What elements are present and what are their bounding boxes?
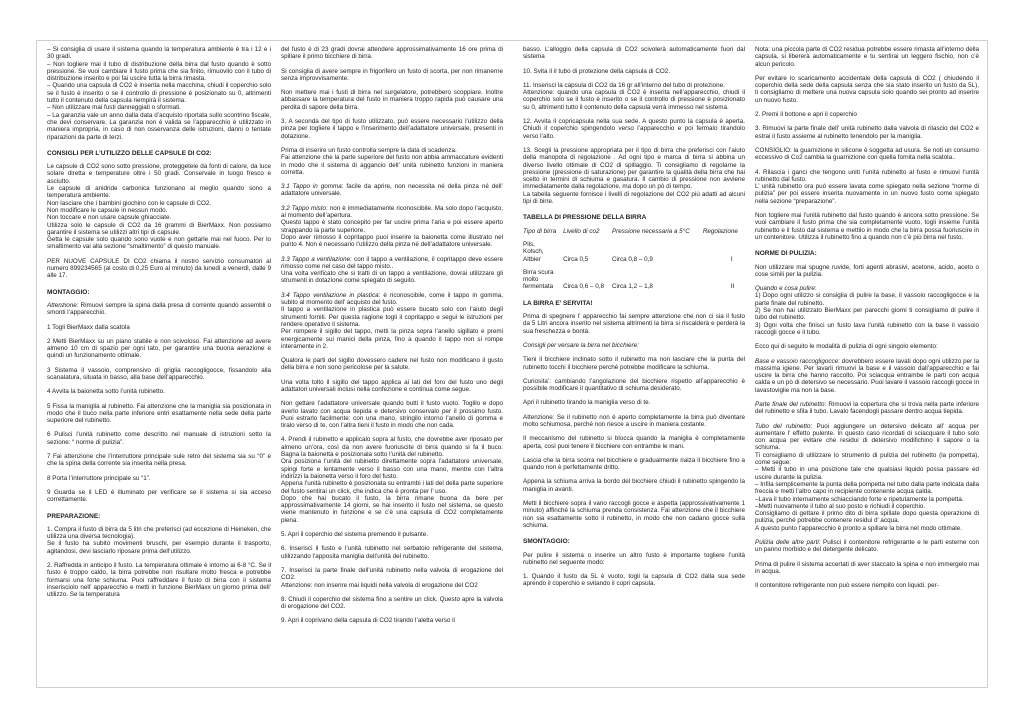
universal-adapter-keep: Non gettare l’adattatore universale quando butti il fusto vuoto. Toglilo e dopo averlo lavato con acqua tiepida e detersivo conservalo per il prossimo fusto. Puoi estrarlo facilmente: con una mano, stringilo intorno l’anello di gomma e tiralo verso di te, con l’altra tieni il fusto in modo che non cada. <box>281 400 503 430</box>
text-column-2 <box>281 46 503 686</box>
cleaning-when <box>755 285 979 336</box>
tap-removal-warning: Non togliere mai l’unità rubinetto dal fusto quando è ancora sotto pressione. Se vuoi cambiare il fusto prima che sia completamente vuoto, togli insieme l’unità rubinetto e il fusto dal sistema e mettilo in modo che la birra possa fuoriuscire in un contenitore. Utilizza il rubinetto fino a quando non c’è più birra nel fusto. <box>755 212 979 241</box>
table-header-cell: Livello di co2 <box>563 227 600 235</box>
cleaning-base-tray-text: : dovrebbero essere lavati dopo ogni utilizzo per la massima igiene. Per lavarli rimuovi la base e il vassoio dall’apparecchio e fai uscire la birra che hanno raccolto. Poi sciacqua entrambe le parti con acqua calda e un pò di detersivo se necessario. Puoi lavare il vassoio raccogli gocce in lavastoviglie ma non la base. <box>755 357 979 394</box>
preparation-wait-note: del fusto è di 23 gradi dovrai attendere approssimativamente 16 ore prima di spillare il primo bicchiere di birra. <box>281 46 503 61</box>
cleaning-base-tray-label: Base e vassoio raccogligocce <box>755 357 839 365</box>
rubber-cap <box>281 183 503 198</box>
table-header-cell: Pressione necessaria a 5°C <box>611 227 690 235</box>
preparation-step-3: 3. A seconda del tipo di fusto utilizzato, può essere necessario l’utilizzo della pinza per togliere il tappo e l’inserimento dell’adattatore universale, presenti in dotazione. <box>281 118 503 140</box>
vent-cap-label: 3.3 Tappo a ventilazione <box>281 255 351 263</box>
pouring-tips-title: Consigli per versare la birra nel bicchiere: <box>523 341 639 349</box>
accidental-discharge-note: Per evitare lo scaricamento accidentale della capsula di CO2 ( chiudendo il coperchio della sede della capsula senza che sia stato inserito un fusto da 5L), ti consigliamo di mettere una nuova capsula solo quando sei pronto ad inserire un nuovo fusto. <box>755 74 979 104</box>
preparation-step-2: 2. Raffredda in anticipo il fusto. La temperatura ottimale è intorno ai 6-8 °C. Se il fusto è troppo caldo, la birra potrebbe non risultare molto fresca e potrebbe formarsi una forte schiuma. Puoi raffreddare il fusto di birra con il sistema inserisciolo nell’ apparecchio e metti in funzione BierMaxx un giorno prima dell’ utilizzo. Se la temperatura <box>47 562 271 599</box>
cleaning-other-parts-label: Pulizia delle altre parti <box>755 539 819 547</box>
preparation-step-11: 11. Inserisci la capsula di CO2 da 16 gr all’interno del tubo di protezione. Attenzione: quando una capsula di CO2 è inserita nell’apparecchio, chiudi il coperchio solo se il fusto è inserito o se il controllo di pressione è posizionato su 0, altrimenti tutto il contenuto della capsula verrà immesso nel sistema. <box>523 81 745 111</box>
assembly-step-4: 4 Avvita la baionetta sotto l’unità rubinetto. <box>47 388 165 396</box>
rubber-cap-text: : facile da aprire, non necessita né della pinza né dell’ adattatore universale. <box>281 183 503 198</box>
mixed-cap <box>281 205 503 249</box>
assembly-step-3: 3 Sistema il vassoio, comprensivo di griglia raccogligocce, fissandolo alla scanalatura, situata in basso, alla base dell’apparecchio. <box>47 366 271 381</box>
spare-keg-note: Si consiglia di avere sempre in frigorifero un fusto di scorta, per non rimanerne senza improvvisamente. <box>281 67 503 82</box>
pressure-table-header <box>523 228 745 235</box>
universal-adapter-apply: Una volta tolto il sigillo del tappo applica ai lati del foro del fusto uno degli adattatori universali inclusi nella confezione e continua come segue. <box>281 378 503 393</box>
plastic-vent-cap-text: : è riconoscibile, come il tappo in gomma, subito al momento dell’ acquisto del fusto. Il tappo a ventilazione in plastica può essere bucato solo con l’aiuto degli strumenti forniti. Per questa ragione togli il copritappo e segui le istruzioni per rendere operativo il sistema. Per rompere il sigillo del tappo, metti la pinza sopra l’anello sigillato e premi energicamente sui manici della pinza, fino a quando il tappo non si rompe interamente in 2. <box>281 291 503 350</box>
disassembly-heading: SMONTAGGIO: <box>523 538 570 546</box>
vent-cap-text: : con il tappo a ventilazione, il copritappo deve essere rimosso come nel caso del tappo misto.. Una volta verificato che si tratti di un tappo a ventilazione, dovrai utilizzare gli strumenti in dotazione come spiegato di seguito. <box>281 255 503 285</box>
cleaning-tap-end-label: Parte finale del rubinetto <box>755 400 825 408</box>
gasket-tip: CONSIGLIO: la guarnizione in silicone è soggetta ad usura. Se noti un consumo eccessivo di Co2 cambia la guarnizione con quella fornita nella scatola.. <box>755 146 979 162</box>
disassembly-step-4: 4. Rilascia i ganci che tengono uniti l’unità rubinetto al fusto e rimuovi l’unità rubinetto dal fusto. L’ unità rubinetto ora può essere lavata come spiegato nella sezione “norme di pulizia” per poi essere inserita nuovamente in un nuovo fusto come spiegato nella sezione “preparazione”. <box>755 168 979 205</box>
table-cell: II <box>730 283 735 291</box>
cleaning-unplug-warning: Prima di pulire il sistema accertati di aver staccato la spina e non immergelo mai in acqua. <box>755 560 979 575</box>
seal-fragments-note: Qualora le parti del sigillo dovessero cadere nel fusto non modificano il gusto della birra e non sono pericolose per la salute. <box>281 357 503 372</box>
text-column-4 <box>755 46 979 686</box>
assembly-warning-label: Attenzione <box>47 301 77 309</box>
cooling-container-note: Il contenitore refrigerante non può essere riempito con liquidi. per- <box>755 582 939 590</box>
table-cell: Birra scura molto fermentata <box>523 268 554 291</box>
assembly-step-2: 2 Metti BierMaxx su un piano stabile e non scivoloso. Fai attenzione ad avere almeno 10 cm di spazio per ogni lato, per garantire una buona aerazione e quindi un funzionamento ottimale. <box>47 337 271 360</box>
cleaning-heading: NORME DI PULIZIA: <box>755 250 817 258</box>
beer-served-heading: LA BIRRA E’ SERVITA! <box>523 299 593 307</box>
pouring-tip-2: Apri il rubinetto tirando la maniglia verso di te. <box>523 399 651 407</box>
pressure-table-heading: TABELLA DI PRESSIONE DELLA BIRRA <box>523 214 647 222</box>
text-column-3 <box>523 46 745 686</box>
switch-off-note: Prima di spegnere l’ apparecchio fai sempre attenzione che non ci sia il fusto da 5 Litri ancora inserito nel sistema altrimenti la birra si riscalderà e perderà la sua freschezza e bontà. <box>523 313 745 335</box>
assembly-step-6: 6 Pulisci l’unità rubinetto come descritto nel manuale di istruzioni sotto la sezione: “ norme di pulizia”. <box>47 431 271 446</box>
assembly-step-7: 7 Fai attenzione che l’interruttore principale sule retro del sistema sia su “0” e che la spina della corrente sia inserita nella presa. <box>47 453 271 468</box>
cleaning-modes-intro: Ecco qui di seguito le modalità di pulizia di ogni singolo elemento: <box>755 343 938 351</box>
table-header-cell: Regolazione <box>702 227 738 235</box>
table-cell: Circa 0,6 – 0,8 <box>563 283 605 291</box>
pouring-curiosity: Curiosita’: cambiando l’angolazione del bicchiere rispetto all’apparecchio è possibile modificare il quantitativo di schiuma desiderato. <box>523 377 745 393</box>
plastic-vent-cap <box>281 292 503 350</box>
table-cell: Circa 0,8 – 0,9 <box>611 255 653 263</box>
table-row <box>523 263 745 291</box>
disassembly-intro: Per pulire il sistema o inserire un altro fusto è importante togliere l’unità rubinetto nel seguente modo: <box>523 551 745 566</box>
table-row <box>523 235 745 263</box>
preparation-step-8: 8. Chiudi il coperchio del sistema fino a sentire un click. Questo apre la valvola di erogazione del CO2. <box>281 595 503 611</box>
disassembly-step-3: 3. Rimuovi la parte finale dell’ unità rubinetto dalla valvola di rilascio del CO2 e estrai il fusto assieme al rubinetto tenendolo per la maniglia. <box>755 125 979 140</box>
table-cell: Circa 1,2 – 1,8 <box>611 283 653 291</box>
assembly-warning-text: : Rimuovi sempre la spina dalla presa di corrente quando assembli o smonti l’apparecchio. <box>47 301 271 317</box>
cleaning-other-parts-text: : Pulisci il contenitore refrigerante e le parti esterne con un panno morbido e del detergente delicato. <box>755 539 979 554</box>
mixed-cap-text: : non è immediatamente riconoscibile. Ma solo dopo l’acquisto, al momento dell’apertura. Questo tappo è stato concepito per far uscire prima l’aria e poi essere aperto strappando la parte superiore. Dopo aver rimosso il copritappo puoi inserire la baionetta come illustrato nel punto 4. Non è necessario l’utilizzo della pinza né dell’adattatore universale. <box>281 204 503 249</box>
new-capsules-contact: PER NUOVE CAPSULE DI CO2 chiama il nostro servizio consumatori al numero 899234565 (al costo di 0,25 Euro al minuto) da lunedì a venerdì, dalle 9 alle 17. <box>47 257 271 280</box>
rubber-cap-label: 3.1 Tappo in gomma <box>281 183 342 191</box>
assembly-step-9: 9 Guarda se il LED è illuminato per verificare se il sistema si sia acceso correttamente. <box>47 488 271 504</box>
plastic-vent-cap-label: 3.4 Tappo ventilazione in plastica <box>281 291 379 299</box>
cleaning-intro: Non utilizzare mai spugne ruvide, forti agenti abrasivi, acetone, acido, aceto o cose simili per la pulizia. <box>755 263 979 278</box>
co2-capsule-tips-heading: CONSIGLI PER L’UTILIZZO DELLE CAPSULE DI CO2: <box>47 149 212 157</box>
disassembly-step-2: 2. Premi il bottone e apri il coperchio <box>755 111 857 119</box>
preparation-step-5: 5. Apri il coperchio del sistema premendo il pulsante. <box>281 531 429 539</box>
table-cell: Circa 0,5 <box>563 255 589 263</box>
cleaning-tap-end <box>755 401 979 416</box>
preparation-step-7: 7. Inserisci la parte finale dell’unità rubinetto nella valvola di erogazione del CO2. Attenzione: non inserire mai liquidi nella valvola di erogazione del CO2 <box>281 566 503 589</box>
table-header-cell: Tipo di birra <box>523 227 557 235</box>
cleaning-base-tray <box>755 358 979 394</box>
cleaning-other-parts <box>755 539 979 554</box>
residual-co2-note: Nota: una piccola parte di CO2 residua potrebbe essere rimasta all’interno della capsula, si libererà automaticamente e tu sentirai un leggero fischio, non c’è alcun pericolo. <box>755 46 979 68</box>
cleaning-when-label: Quando e cosa pulire <box>755 285 815 293</box>
assembly-heading: MONTAGGIO: <box>47 288 90 296</box>
table-cell: I <box>730 255 733 263</box>
pouring-tip-6: Metti il bicchiere sopra il vano raccogli gocce e aspetta (approssivativamente 1 minuto) affinché la schiuma prenda consistenza. Fai attenzione che il bicchiere non sia esattamente sotto il rubinetto, in modo che non cadano gocce sulla schiuma. <box>523 500 745 529</box>
assembly-step-1: 1 Togli BierMaxx dalla scatola <box>47 323 130 331</box>
expiry-check: Prima di inserire un fusto controlla sempre la data di scadenza. Fai attenzione che la parte superiore del fusto non abbia ammaccature evidenti in modo che il sistema di aggancio dell’ unità rubinetto funzioni in maniera corretta. <box>281 146 503 176</box>
assembly-step-8: 8 Porta l’interruttore principale su “1”. <box>47 474 151 482</box>
pouring-tip-1: Tieni il bicchiere inclinato sotto il rubinetto ma non lasciare che la punta del rubinetto tocchi il bicchiere perché potrebbe modificare la schiuma. <box>523 356 745 371</box>
preparation-step-9: 9. Apri il coprivano della capsula di CO2 tirando l’aletta verso il <box>281 617 455 625</box>
cleaning-tap-tube-text: : Puoi aggiungere un detersivo delicato all’ acqua per aumentare l’ effetto pulente. In questo caso ricordati di sciacquare il tubo solo con acqua per evitare che residui di detersivo modifichino il sapore o la schiuma. Ti consigliamo di utilizzare lo strumento di pulizia del rubinetto (la pompetta), come segue: – Metti il tubo in una posizione tale che qualsiasi liquido possa passare ed uscire durante la pulizia. – Infila semplicemente la punta della pompetta nel tubo dalla parte indicata dalla freccia e metti l’altro capo in recipiente contenente acqua calda. –Lava il tubo internamente schiacciando forte e ripetutamente la pompetta. –Metti nuovamente il tubo al suo posto e richiudi il coperchio. Consigliamo di gettare il primo dito di birra spillate dopo questa operazione di pulizia, perché potrebbe contenere residui d’ acqua. A questo punto l’apparecchio è pronto a spillare la birra nel modo ottimale. <box>755 422 979 532</box>
pouring-tip-3: Il meccanismo del rubinetto si blocca quando la maniglia è completamente aperta, così puoi tenere il bicchiere con entrambe le mani. <box>523 435 745 450</box>
freezer-warning: Non mettere mai i fusti di birra nel surgelatore, potrebbero scoppiare. Inoltre abbassare la temperatura del fusto in maniera troppo rapida può causare una perdita di sapore della birra. <box>281 89 503 111</box>
preparation-step-13: 13. Scegli la pressione appropriata per il tipo di birra che preferisci con l’aiuto della manopola di regolazione . Ad ogni tipo e marca di birra si abbina un diverso livello ottimale di CO2 di spillaggio. Ti consigliamo di regolarne la pressione (pressione di saturazione) per garantire la qualità della birra che hai scelto in termini di schiuma e gasatura. Il cambio di pressione non avviene immediatamente dalla regolazione, ma dopo un pò di tempo. La tabella seguente fornisce i livelli di regolazione del CO2 più adatti ad alcuni tipi di birre. <box>523 146 745 206</box>
cleaning-tap-tube-label: Tubo del rubinetto <box>755 422 811 430</box>
pouring-warning: Attenzione: Se il rubinetto non è aperto completamente la birra può diventare molto schiumosa, perché non riesce a uscire in maniera costante. <box>523 413 745 428</box>
co2-capsule-tips: Le capsule di CO2 sono sotto pressione, proteggetele da fonti di calore, da luce solare diretta e temperature oltre i 50 gradi. Conservale in luogo fresco e asciutto. Le capsule di anidride carbonica funzionano al meglio quando sono a temperatura ambiente. Non lasciare che i bambini giochino con le capsule di CO2. Non modificare le capsule in nessun modo. Non toccare e non usare capsule ghiacciate. Utilizza solo le capsule di CO2 da 16 grammi di BierMaxx. Non possiamo garantire il sistema se utilizzi altri tipi di capsule. Getta le capsule solo quando sono vuote e non gettarle mai nel fuoco. Per lo smaltimento vai alla sezione “smaltimento” di questo manuale. <box>47 163 271 251</box>
assembly-warning <box>47 302 271 317</box>
preparation-step-6: 6. Inserisci il fusto e l’unità rubinetto nel serbatoio refrigerante del sistema, utilizzando l’apposita maniglia dell’unità del rubinetto. <box>281 545 503 560</box>
pressure-table <box>523 228 745 291</box>
preparation-step-1: 1. Compra il fusto di birra da 5 litri che preferisci (ad eccezione di Heineken, che utilizza una diversa tecnologia). Se il fusto ha subito movimenti bruschi, per esempio durante il trasporto, agitandosi, devi lasciarlo riposare prima dell’utilizzo. <box>47 525 271 555</box>
preparation-step-4: 4. Prendi il rubinetto e applicalo sopra al fusto, che dovrebbe aver riposato per almeno un’ora, così da non avere fuoriuscite di birra quando si fa il buco. Bagna la baionetta e posizionala sotto l’unità del rubinetto. Ora posiziona l’unità del rubinetto direttamente sopra l’adattatore universale, spingi forte e lentamente verso il basso con una mano, mentre con l’altra indirizzi la baionetta verso il foro del fusto. Appena l’unità rubinetto è posizionata su entrambi i lati del della parte superiore del fusto sentirai un click, che indica che è pronta per l’ uso. Dopo che hai bucato il fusto, la birra rimane buona da bere per approssimativamente 14 giorni, se hai inserito il fusto nel sistema, se questo viene mantenuto in funzione e se c’è una capsula di CO2 completamente piena. <box>281 436 503 524</box>
cleaning-tap-end-text: : Rimuovi la copertura che si trova nella parte inferiore del rubinetto e sfila il tubo. Lavalo facendogli passare dentro acqua tiepida. <box>755 400 979 416</box>
text-column-1 <box>47 46 271 686</box>
capsule-housing-note: basso. L’alloggio della capsula di CO2 scivolerà automaticamente fuori dal sistema <box>523 46 745 61</box>
table-cell: Pils, Kolsch, Altbier <box>523 240 544 263</box>
preparation-step-12: 12. Avvita il copricapsula nella sua sede. A questo punto la capsula è aperta. Chiudi il coperchio spingendolo verso l’apparecchio e poi fermalo tirandolo verso l’alto. <box>523 118 745 140</box>
safety-notes: – Si consiglia di usare il sistema quando la temperatura ambiente è tra i 12 e i 30 gradi. – Non togliere mai il tubo di distribuzione della birra dal fusto quando è sotto pressione. Se vuoi cambiare il fusto prima che sia finito, rimuovilo con il tubo di distribuzione inserito e poi fai uscire tutta la birra rimasta. – Quando una capsula di CO2 è inserita nella macchina, chiudi il coperchio solo se il fusto è inserito o se il controllo di pressione è posizionato su 0, altrimenti tutto il contenuto della capsula riempirà il sistema. – Non utilizzare mai fusti danneggiati o sformati. – La garanzia vale un anno dalla data d’acquisto riportata sullo scontrino fiscale, che devi conservare. La garanzia non è valida se l’apparecchio è utilizzato in maniera impropria, in caso di non osservanza delle istruzioni, danni o tentate riparazioni da parte di terzi. <box>47 46 271 141</box>
cleaning-tap-tube <box>755 423 979 532</box>
cleaning-when-text: : 1) Dopo ogni utilizzo si consiglia di pulire la base, il vassoio raccogligocce e la parte finale del rubinetto. 2) Se non hai utilizzato BierMaxx per parecchi giorni ti consigliamo di pulire il tubo del rubinetto. 3) Ogni volta che finisci un fusto lava l’unità rubinetto con la base il vassoio raccogli gocce e il tubo. <box>755 285 979 336</box>
mixed-cap-label: 3.2 Tappo misto <box>281 204 327 212</box>
disassembly-step-1: 1. Quando il fusto da 5L è vuoto, togli la capsula di CO2 dalla sua sede aprendo il coperchio e svitando il copri capsula. <box>523 573 745 588</box>
pouring-tip-4: Lascia che la birra scorra nel bicchiere e gradualmente rialza il bicchiere fino a quando non è perfettamente dritto. <box>523 456 745 472</box>
assembly-step-5: 5 Fissa la maniglia al rubinetto. Fai attenzione che la maniglia sia posizionata in modo che il buco nella parte inferiore entri esattamente nella sede della parte superiore del rubinetto. <box>47 402 271 425</box>
pouring-tip-5: Appena la schiuma arriva la bordo del bicchiere chiudi il rubinetto spingendo la maniglia in avanti. <box>523 478 745 493</box>
preparation-step-10: 10. Svita il il tubo di protezione della capsula di CO2. <box>523 67 671 75</box>
preparation-heading: PREPARAZIONE: <box>47 512 101 520</box>
vent-cap <box>281 256 503 285</box>
manual-page <box>36 40 988 688</box>
